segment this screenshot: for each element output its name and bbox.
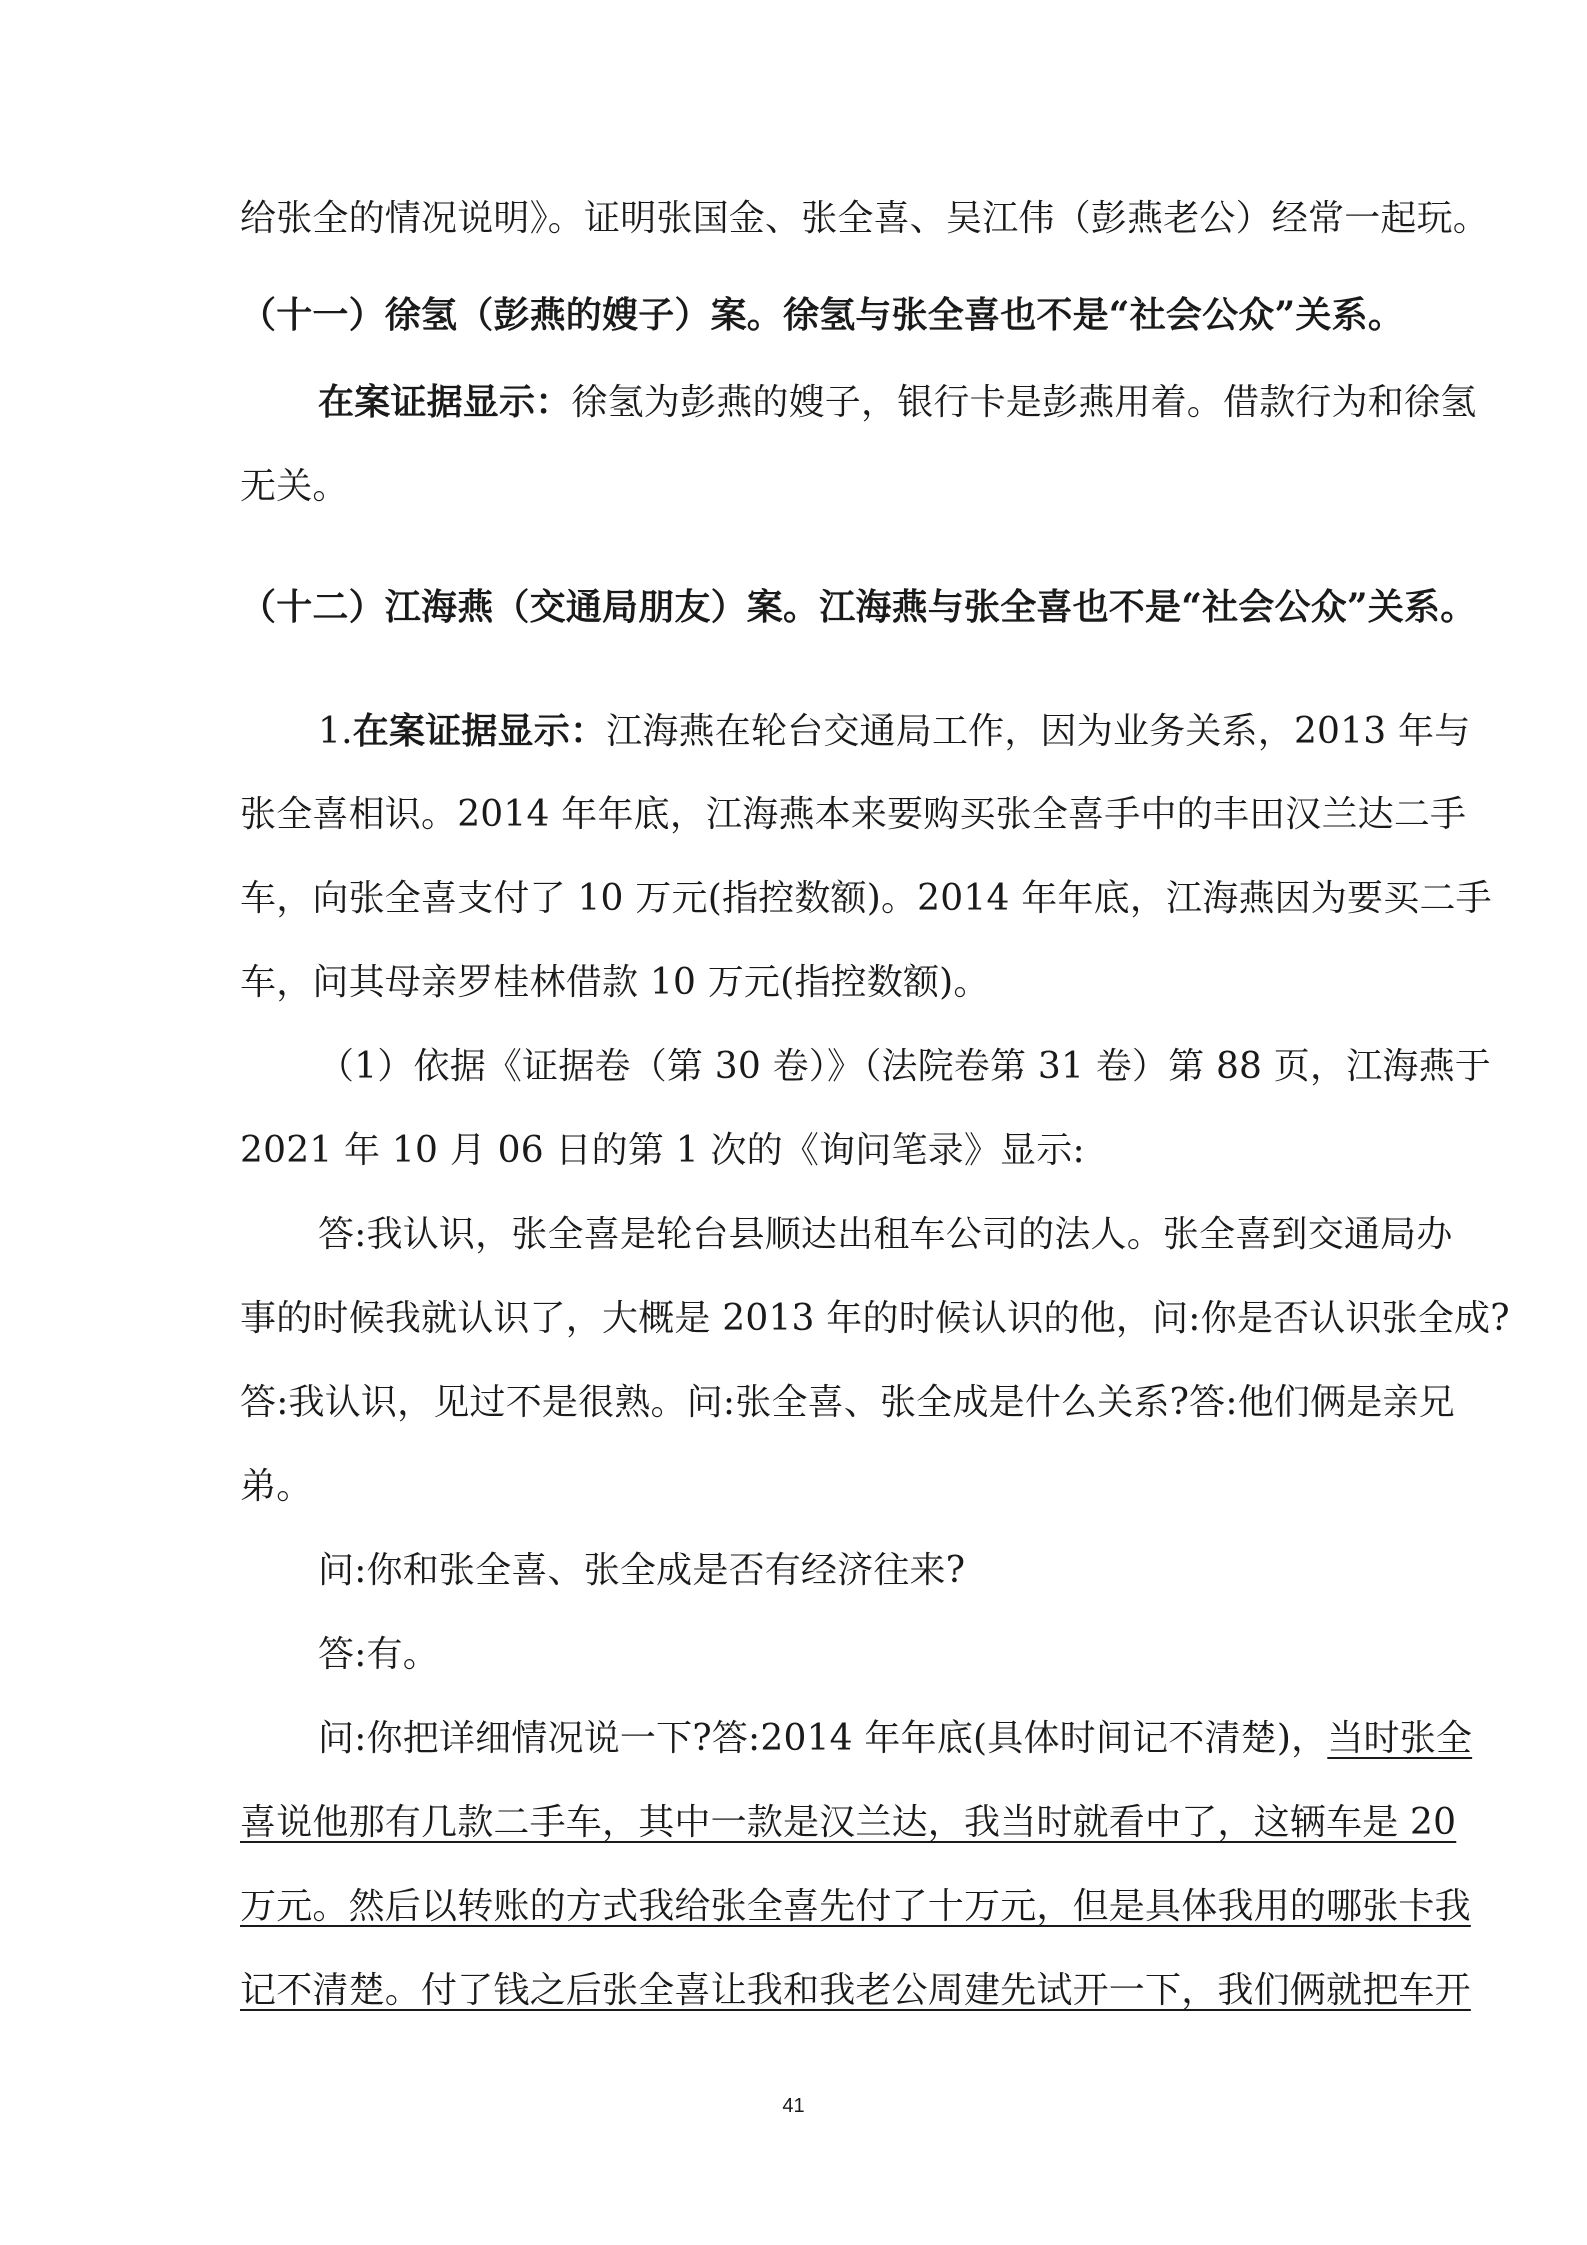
text-line: 弟。: [240, 1466, 313, 1507]
text-line: 问:你和张全喜、张全成是否有经济往来?: [318, 1550, 966, 1591]
underlined-text: 当时张全: [1327, 1718, 1473, 1759]
text-line: 答:我认识，张全喜是轮台县顺达出租车公司的法人。张全喜到交通局办: [318, 1214, 1453, 1255]
text-span: 江海燕在轮台交通局工作，因为业务关系，2013 年与: [606, 711, 1471, 752]
text-span: 问:你把详细情况说一下?答:2014 年年底(具体时间记不清楚)，: [318, 1718, 1328, 1759]
emphasis-label: 在案证据显示：: [318, 381, 572, 423]
underlined-line: 万元。然后以转账的方式我给张全喜先付了十万元，但是具体我用的哪张卡我: [240, 1886, 1471, 1927]
text-line: 无关。: [240, 466, 349, 507]
text-line: 车，向张全喜支付了 10 万元(指控数额)。2014 年年底，江海燕因为要买二手: [240, 878, 1492, 919]
text-line: [318, 379, 1510, 426]
section-heading-12: （十二）江海燕（交通局朋友）案。江海燕与张全喜也不是“社会公众”关系。: [240, 586, 1477, 628]
text-line: [318, 708, 1510, 755]
text-line: 车，问其母亲罗桂林借款 10 万元(指控数额)。: [240, 962, 990, 1003]
text-line: 2021 年 10 月 06 日的第 1 次的《询问笔录》显示:: [240, 1130, 1085, 1171]
underlined-line: 记不清楚。付了钱之后张全喜让我和我老公周建先试开一下，我们俩就把车开: [240, 1970, 1471, 2011]
list-number: 1.: [318, 711, 353, 752]
emphasis-label: 在案证据显示：: [352, 710, 607, 752]
page-number: 41: [782, 2095, 805, 2117]
text-line: 给张全的情况说明》。证明张国金、张全喜、吴江伟（彭燕老公）经常一起玩。: [240, 198, 1490, 239]
text-span: 徐氢为彭燕的嫂子，银行卡是彭燕用着。借款行为和徐氢: [571, 382, 1477, 423]
text-line: 事的时候我就认识了，大概是 2013 年的时候认识的他，问:你是否认识张全成?: [240, 1298, 1510, 1339]
text-line: 答:我认识，见过不是很熟。问:张全喜、张全成是什么关系?答:他们俩是亲兄: [240, 1382, 1455, 1423]
section-heading-11: （十一）徐氢（彭燕的嫂子）案。徐氢与张全喜也不是“社会公众”关系。: [240, 294, 1405, 336]
underlined-line: 喜说他那有几款二手车，其中一款是汉兰达，我当时就看中了，这辆车是 20: [240, 1802, 1457, 1843]
text-line: 答:有。: [318, 1634, 439, 1675]
text-line: 张全喜相识。2014 年年底，江海燕本来要购买张全喜手中的丰田汉兰达二手: [240, 794, 1467, 835]
text-line: （1）依据《证据卷（第 30 卷）》（法院卷第 31 卷）第 88 页，江海燕于: [318, 1046, 1491, 1087]
text-line: [318, 1716, 1510, 1762]
